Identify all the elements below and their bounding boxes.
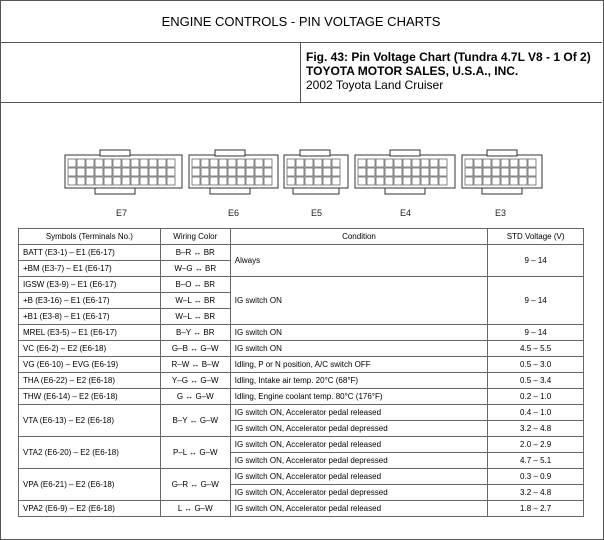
header-std: STD Voltage (V) <box>488 229 584 245</box>
condition-cell: Idling, P or N position, A/C switch OFF <box>230 357 488 373</box>
pin-cell <box>305 159 313 167</box>
std-cell: 0.3 – 0.9 <box>488 469 584 485</box>
page-title: ENGINE CONTROLS - PIN VOLTAGE CHARTS <box>0 0 602 43</box>
symbol-cell: VTA (E6-13) – E2 (E6-18) <box>19 405 161 437</box>
wiring-cell: W–G ↔ BR <box>160 261 230 277</box>
pin-cell <box>68 168 76 176</box>
pin-cell <box>246 168 254 176</box>
symbol-cell: +B1 (E3-8) – E1 (E6-17) <box>19 309 161 325</box>
pin-cell <box>519 168 527 176</box>
table-row <box>19 245 584 261</box>
condition-cell: IG switch ON, Accelerator pedal depressed <box>230 453 488 469</box>
pin-cell <box>376 177 384 185</box>
pin-cell <box>140 177 148 185</box>
std-cell: 1.8 – 2.7 <box>488 501 584 517</box>
pin-cell <box>264 159 272 167</box>
pin-cell <box>510 168 518 176</box>
pin-cell <box>287 159 295 167</box>
pin-cell <box>104 177 112 185</box>
table-header-row <box>19 229 584 245</box>
pin-cell <box>332 159 340 167</box>
pin-cell <box>192 159 200 167</box>
pin-cell <box>385 177 393 185</box>
symbol-cell: MREL (E3-5) – E1 (E6-17) <box>19 325 161 341</box>
wiring-cell: P–L ↔ G–W <box>160 437 230 469</box>
pin-cell <box>264 168 272 176</box>
wiring-cell: B–Y ↔ G–W <box>160 405 230 437</box>
symbol-cell: +BM (E3-7) – E1 (E6-17) <box>19 261 161 277</box>
std-cell: 0.4 – 1.0 <box>488 405 584 421</box>
std-cell: 0.5 – 3.4 <box>488 373 584 389</box>
pin-cell <box>492 168 500 176</box>
pin-cell <box>376 168 384 176</box>
condition-cell: Idling, Engine coolant temp. 80°C (176°F) <box>230 389 488 405</box>
pin-cell <box>210 177 218 185</box>
condition-cell: IG switch ON, Accelerator pedal depressed <box>230 485 488 501</box>
pin-cell <box>358 177 366 185</box>
pin-cell <box>367 177 375 185</box>
pin-cell <box>228 177 236 185</box>
pin-cell <box>167 168 175 176</box>
std-cell: 9 – 14 <box>488 277 584 325</box>
std-cell: 9 – 14 <box>488 245 584 277</box>
condition-cell: IG switch ON <box>230 341 488 357</box>
pin-cell <box>86 177 94 185</box>
table-row <box>19 357 584 373</box>
pin-cell <box>519 177 527 185</box>
connector-diagram <box>0 103 602 223</box>
pin-cell <box>68 159 76 167</box>
pin-cell <box>519 159 527 167</box>
pin-cell <box>492 177 500 185</box>
condition-cell: IG switch ON, Accelerator pedal released <box>230 501 488 517</box>
header-condition: Condition <box>230 229 488 245</box>
pin-cell <box>528 168 536 176</box>
std-cell: 2.0 – 2.9 <box>488 437 584 453</box>
table-row <box>19 469 584 485</box>
table-row <box>19 405 584 421</box>
symbol-cell: VTA2 (E6-20) – E2 (E6-18) <box>19 437 161 469</box>
table-row <box>19 389 584 405</box>
pin-cell <box>95 159 103 167</box>
pin-cell <box>219 177 227 185</box>
condition-cell: Idling, Intake air temp. 20°C (68°F) <box>230 373 488 389</box>
pin-cell <box>412 168 420 176</box>
pin-cell <box>255 159 263 167</box>
pin-cell <box>122 159 130 167</box>
pin-cell <box>501 168 509 176</box>
pin-cell <box>314 168 322 176</box>
pin-cell <box>465 159 473 167</box>
wiring-cell: B–O ↔ BR <box>160 277 230 293</box>
pin-cell <box>149 159 157 167</box>
pin-cell <box>394 168 402 176</box>
pin-cell <box>104 168 112 176</box>
pin-cell <box>483 177 491 185</box>
pin-cell <box>237 168 245 176</box>
figure-vehicle: 2002 Toyota Land Cruiser <box>306 78 444 92</box>
pin-cell <box>296 177 304 185</box>
symbol-cell: BATT (E3-1) – E1 (E6-17) <box>19 245 161 261</box>
pin-cell <box>246 159 254 167</box>
condition-cell: IG switch ON <box>230 325 488 341</box>
caption-text <box>306 50 591 92</box>
pin-cell <box>149 168 157 176</box>
pin-grid <box>68 159 536 185</box>
pin-cell <box>113 159 121 167</box>
pin-cell <box>394 159 402 167</box>
pin-cell <box>465 168 473 176</box>
pin-cell <box>219 159 227 167</box>
pin-cell <box>131 177 139 185</box>
pin-cell <box>412 177 420 185</box>
symbol-cell: IGSW (E3-9) – E1 (E6-17) <box>19 277 161 293</box>
pin-cell <box>86 159 94 167</box>
std-cell: 4.7 – 5.1 <box>488 453 584 469</box>
pin-cell <box>430 177 438 185</box>
table-row <box>19 373 584 389</box>
pin-cell <box>296 168 304 176</box>
pin-cell <box>296 159 304 167</box>
pin-cell <box>376 159 384 167</box>
pin-cell <box>430 168 438 176</box>
pin-cell <box>385 159 393 167</box>
symbol-cell: VG (E6-10) – EVG (E6-19) <box>19 357 161 373</box>
pin-cell <box>122 177 130 185</box>
pin-cell <box>158 177 166 185</box>
pin-cell <box>77 177 85 185</box>
pin-cell <box>510 177 518 185</box>
pin-cell <box>95 168 103 176</box>
pin-cell <box>314 159 322 167</box>
pin-cell <box>131 159 139 167</box>
wiring-cell: G–R ↔ G–W <box>160 469 230 501</box>
table-row <box>19 437 584 453</box>
pin-cell <box>483 159 491 167</box>
pin-cell <box>95 177 103 185</box>
label-e6: E6 <box>228 208 240 218</box>
header-wiring: Wiring Color <box>160 229 230 245</box>
wiring-cell: R–W ↔ B–W <box>160 357 230 373</box>
pin-cell <box>439 159 447 167</box>
pin-cell <box>483 168 491 176</box>
pin-cell <box>403 159 411 167</box>
pin-voltage-table <box>18 228 584 517</box>
pin-cell <box>104 159 112 167</box>
table-row <box>19 325 584 341</box>
pin-cell <box>264 177 272 185</box>
pin-cell <box>228 168 236 176</box>
connector-drawing <box>0 103 602 223</box>
pin-cell <box>510 159 518 167</box>
pin-cell <box>237 159 245 167</box>
pin-cell <box>167 159 175 167</box>
wiring-cell: W–L ↔ BR <box>160 309 230 325</box>
pin-cell <box>323 168 331 176</box>
pin-cell <box>86 168 94 176</box>
std-cell: 0.2 – 1.0 <box>488 389 584 405</box>
pin-cell <box>358 168 366 176</box>
pin-cell <box>323 159 331 167</box>
pin-cell <box>68 177 76 185</box>
table-row <box>19 341 584 357</box>
pin-cell <box>358 159 366 167</box>
pin-cell <box>237 177 245 185</box>
pin-cell <box>528 177 536 185</box>
wiring-cell: W–L ↔ BR <box>160 293 230 309</box>
pin-cell <box>332 177 340 185</box>
pin-cell <box>167 177 175 185</box>
pin-cell <box>385 168 393 176</box>
pin-cell <box>421 168 429 176</box>
figure-publisher: TOYOTA MOTOR SALES, U.S.A., INC. <box>306 64 519 78</box>
symbol-cell: THA (E6-22) – E2 (E6-18) <box>19 373 161 389</box>
pin-cell <box>158 168 166 176</box>
pin-cell <box>158 159 166 167</box>
pin-cell <box>149 177 157 185</box>
table-row <box>19 501 584 517</box>
pin-cell <box>219 168 227 176</box>
wiring-cell: L ↔ G–W <box>160 501 230 517</box>
pin-cell <box>465 177 473 185</box>
pin-cell <box>140 168 148 176</box>
pin-cell <box>403 168 411 176</box>
symbol-cell: VC (E6-2) – E2 (E6-18) <box>19 341 161 357</box>
pin-cell <box>421 177 429 185</box>
std-cell: 9 – 14 <box>488 325 584 341</box>
figure-title: Fig. 43: Pin Voltage Chart (Tundra 4.7L V8 - 1 Of 2) <box>306 50 591 64</box>
wiring-cell: G–B ↔ G–W <box>160 341 230 357</box>
pin-cell <box>192 168 200 176</box>
pin-cell <box>201 177 209 185</box>
pin-cell <box>122 168 130 176</box>
pin-cell <box>228 159 236 167</box>
pin-cell <box>140 159 148 167</box>
std-cell: 3.2 – 4.8 <box>488 421 584 437</box>
condition-cell: IG switch ON, Accelerator pedal released <box>230 405 488 421</box>
table-row <box>19 277 584 293</box>
pin-cell <box>77 168 85 176</box>
symbol-cell: +B (E3-16) – E1 (E6-17) <box>19 293 161 309</box>
pin-cell <box>367 168 375 176</box>
pin-cell <box>255 177 263 185</box>
figure-caption <box>0 42 602 103</box>
pin-cell <box>412 159 420 167</box>
pin-cell <box>287 177 295 185</box>
label-e7: E7 <box>116 208 128 218</box>
pin-cell <box>305 177 313 185</box>
caption-blank-cell <box>0 42 301 102</box>
pin-cell <box>367 159 375 167</box>
condition-cell: IG switch ON, Accelerator pedal released <box>230 437 488 453</box>
wiring-cell: B–R ↔ BR <box>160 245 230 261</box>
wiring-cell: B–Y ↔ BR <box>160 325 230 341</box>
wiring-cell: Y–G ↔ G–W <box>160 373 230 389</box>
pin-cell <box>492 159 500 167</box>
condition-cell: Always <box>230 245 488 277</box>
std-cell: 0.5 – 3.0 <box>488 357 584 373</box>
pin-cell <box>394 177 402 185</box>
condition-cell: IG switch ON, Accelerator pedal released <box>230 469 488 485</box>
std-cell: 4.5 – 5.5 <box>488 341 584 357</box>
pin-cell <box>287 168 295 176</box>
pin-cell <box>192 177 200 185</box>
pin-cell <box>113 168 121 176</box>
pin-cell <box>403 177 411 185</box>
symbol-cell: VPA (E6-21) – E2 (E6-18) <box>19 469 161 501</box>
label-e5: E5 <box>311 208 323 218</box>
pin-cell <box>474 168 482 176</box>
condition-cell: IG switch ON, Accelerator pedal depressed <box>230 421 488 437</box>
pin-cell <box>474 159 482 167</box>
condition-cell: IG switch ON <box>230 277 488 325</box>
symbol-cell: VPA2 (E6-9) – E2 (E6-18) <box>19 501 161 517</box>
pin-cell <box>201 168 209 176</box>
pin-cell <box>305 168 313 176</box>
pin-cell <box>332 168 340 176</box>
pin-cell <box>474 177 482 185</box>
pin-cell <box>210 159 218 167</box>
pin-cell <box>113 177 121 185</box>
pin-cell <box>77 159 85 167</box>
std-cell: 3.2 – 4.8 <box>488 485 584 501</box>
pin-cell <box>501 177 509 185</box>
label-e3: E3 <box>495 208 507 218</box>
pin-cell <box>528 159 536 167</box>
pin-cell <box>421 159 429 167</box>
header-symbols: Symbols (Terminals No.) <box>19 229 161 245</box>
pin-cell <box>439 177 447 185</box>
wiring-cell: G ↔ G–W <box>160 389 230 405</box>
pin-cell <box>314 177 322 185</box>
pin-cell <box>131 168 139 176</box>
pin-cell <box>439 168 447 176</box>
pin-cell <box>246 177 254 185</box>
pin-cell <box>210 168 218 176</box>
pin-cell <box>501 159 509 167</box>
pin-cell <box>255 168 263 176</box>
pin-cell <box>323 177 331 185</box>
pin-cell <box>430 159 438 167</box>
pin-cell <box>201 159 209 167</box>
symbol-cell: THW (E6-14) – E2 (E6-18) <box>19 389 161 405</box>
label-e4: E4 <box>400 208 412 218</box>
